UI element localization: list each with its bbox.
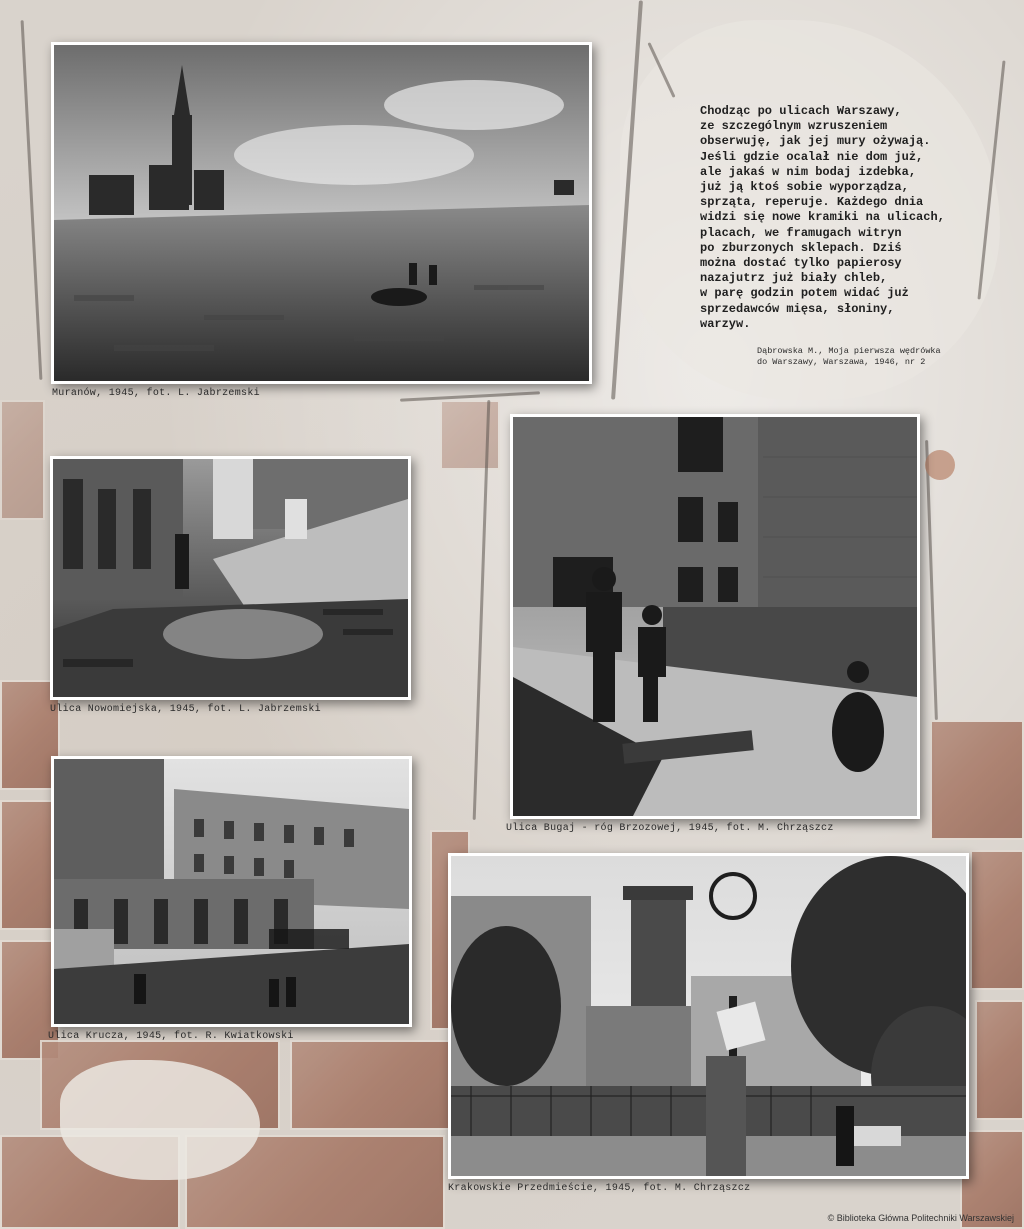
wall-crack [21, 20, 43, 380]
krucza-image [54, 759, 409, 1024]
caption-nowomiejska: Ulica Nowomiejska, 1945, fot. L. Jabrzemski [50, 704, 321, 715]
caption-krucza: Ulica Krucza, 1945, fot. R. Kwiatkowski [48, 1031, 294, 1042]
wall-brick [975, 1000, 1024, 1120]
wall-brick [970, 850, 1024, 990]
nowomiejska-image [53, 459, 408, 697]
caption-krakowskie: Krakowskie Przedmieście, 1945, fot. M. Chrząszcz [448, 1183, 751, 1194]
photo-krucza [51, 756, 412, 1027]
wall-brick [440, 400, 500, 470]
photo-krakowskie [448, 853, 969, 1179]
photo-nowomiejska [50, 456, 411, 700]
photo-muranow [51, 42, 592, 384]
caption-bugaj: Ulica Bugaj - róg Brzozowej, 1945, fot. M. Chrząszcz [506, 823, 834, 834]
bugaj-image [513, 417, 917, 816]
muranow-image [54, 45, 589, 381]
krakowskie-image [451, 856, 966, 1176]
wall-brick [0, 800, 55, 930]
photo-bugaj [510, 414, 920, 819]
wall-brick [930, 720, 1024, 840]
wall-brick [290, 1040, 450, 1130]
quote-text: Chodząc po ulicach Warszawy, ze szczególnym wzruszeniem obserwuję, jak jej mury ożywają. Jeśli gdzie ocalał nie dom już, ale jakaś w nim bodaj izdebka, już ją ktoś sobie wyporządza, sprząta, reperuje. Każdego dnia widzi się nowe kramiki na ulicach, placach, we framugach witryn po zburzonych sklepach. Dziś można dostać tylko papierosy nazajutrz już biały chleb, w parę godzin potem widać już sprzedawców mięsa, słoniny, warzyw. [700, 104, 945, 331]
wall-crack [925, 450, 955, 480]
caption-muranow: Muranów, 1945, fot. L. Jabrzemski [52, 388, 260, 399]
quote-source: Dąbrowska M., Moja pierwsza wędrówka do Warszawy, Warszawa, 1946, nr 2 [757, 346, 941, 367]
wall-brick [0, 400, 45, 520]
wall-crack [925, 440, 938, 720]
copyright-text: © Biblioteka Główna Politechniki Warszawskiej [827, 1213, 1014, 1223]
